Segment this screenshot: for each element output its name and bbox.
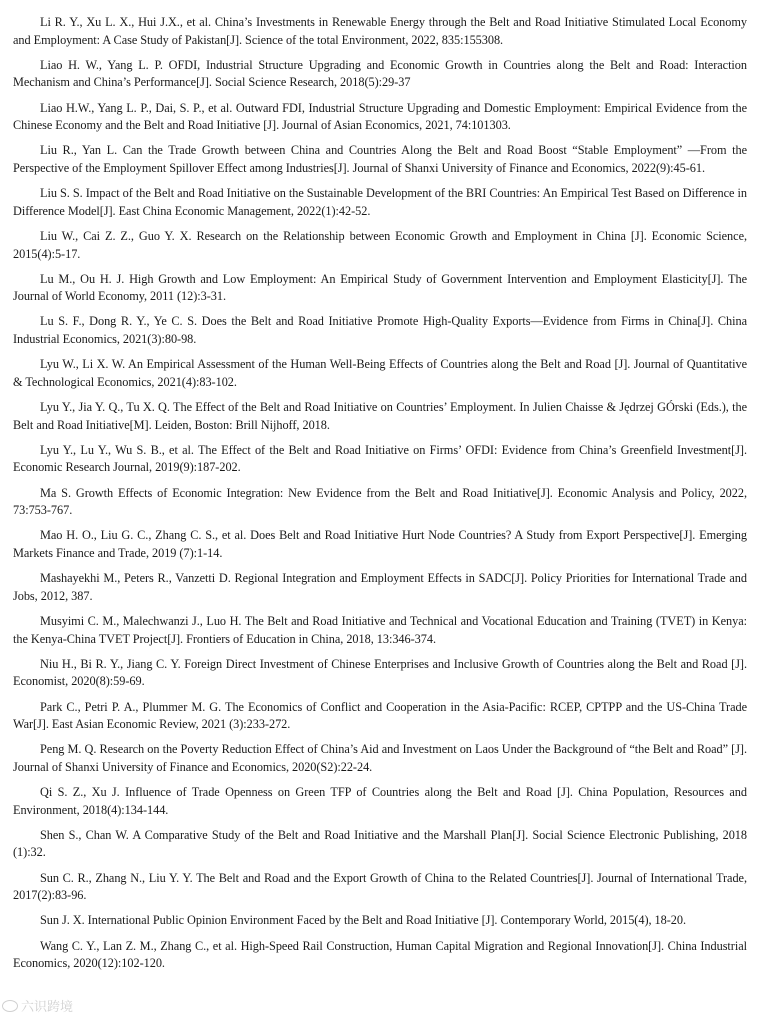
reference-entry: Liao H. W., Yang L. P. OFDI, Industrial Structure Upgrading and Economic Growth in Countries along the Belt and Road: Interaction Mechanism and China’s Performance[J]. Social Science Research, 2018(5):29-37	[13, 57, 747, 90]
reference-entry: Shen S., Chan W. A Comparative Study of the Belt and Road Initiative and the Marshall Plan[J]. Social Science Electronic Publishing, 2018 (1):32.	[13, 827, 747, 860]
reference-list	[13, 14, 747, 980]
reference-entry: Liao H.W., Yang L. P., Dai, S. P., et al. Outward FDI, Industrial Structure Upgrading and Domestic Employment: Empirical Evidence from the Chinese Economy and the Belt and Road Initiative [J]. Journal of Asian Economics, 2021, 74:101303.	[13, 100, 747, 133]
reference-entry: Lyu Y., Lu Y., Wu S. B., et al. The Effect of the Belt and Road Initiative on Firms’ OFDI: Evidence from China’s Greenfield Investment[J]. Economic Research Journal, 2019(9):187-202.	[13, 442, 747, 475]
reference-entry: Qi S. Z., Xu J. Influence of Trade Openness on Green TFP of Countries along the Belt and Road [J]. China Population, Resources and Environment, 2018(4):134-144.	[13, 785, 747, 817]
reference-entry: Liu S. S. Impact of the Belt and Road Initiative on the Sustainable Development of the BRI Countries: An Empirical Test Based on Difference in Difference Model[J]. East China Economic Management, 2022(1):42-52.	[13, 186, 747, 218]
reference-entry: Lyu Y., Jia Y. Q., Tu X. Q. The Effect of the Belt and Road Initiative on Countries’ Employment. In Julien Chaisse & Jędrzej GÓrski (Eds.), the Belt and Road Initiative[M]. Leiden, Boston: Brill Nijhoff, 2018.	[13, 400, 747, 432]
reference-entry: Niu H., Bi R. Y., Jiang C. Y. Foreign Direct Investment of Chinese Enterprises and Inclusive Growth of Countries along the Belt and Road [J]. Economist, 2020(8):59-69.	[13, 656, 747, 689]
reference-entry: Park C., Petri P. A., Plummer M. G. The Economics of Conflict and Cooperation in the Asia-Pacific: RCEP, CPTPP and the US-China Trade War[J]. East Asian Economic Review, 2021 (3):233-272.	[13, 699, 747, 732]
reference-entry: Lyu W., Li X. W. An Empirical Assessment of the Human Well-Being Effects of Countries along the Belt and Road [J]. Journal of Quantitative & Technological Economics, 2021(4):83-102.	[13, 357, 747, 389]
watermark	[2, 996, 73, 1015]
reference-entry: Ma S. Growth Effects of Economic Integration: New Evidence from the Belt and Road Initiative[J]. Economic Analysis and Policy, 2022, 73:753-767.	[13, 485, 747, 518]
reference-entry: Lu M., Ou H. J. High Growth and Low Employment: An Empirical Study of Government Intervention and Employment Elasticity[J]. The Journal of World Economy, 2011 (12):3-31.	[13, 271, 747, 304]
watermark-text: 六识跨境	[21, 1000, 74, 1015]
reference-entry: Liu R., Yan L. Can the Trade Growth between China and Countries Along the Belt and Road Boost “Stable Employment” —From the Perspective of the Employment Spillover Effect among Industries[J]. Journal of Shanxi University of Finance and Economics, 2022(9):45-61.	[13, 143, 747, 175]
reference-entry: Mao H. O., Liu G. C., Zhang C. S., et al. Does Belt and Road Initiative Hurt Node Countries? A Study from Export Perspective[J]. Emerging Markets Finance and Trade, 2019 (7):1-14.	[13, 528, 747, 560]
reference-entry: Lu S. F., Dong R. Y., Ye C. S. Does the Belt and Road Initiative Promote High-Quality Exports—Evidence from Firms in China[J]. China Industrial Economics, 2021(3):80-98.	[13, 314, 747, 347]
reference-entry: Li R. Y., Xu L. X., Hui J.X., et al. China’s Investments in Renewable Energy through the Belt and Road Initiative Stimulated Local Economy and Employment: A Case Study of Pakistan[J]. Science of the total Environment, 2022, 835:155308.	[13, 15, 747, 47]
reference-entry: Sun J. X. International Public Opinion Environment Faced by the Belt and Road Initiative [J]. Contemporary World, 2015(4), 18-20.	[40, 913, 687, 928]
reference-entry: Peng M. Q. Research on the Poverty Reduction Effect of China’s Aid and Investment on Laos Under the Background of “the Belt and Road” [J]. Journal of Shanxi University of Finance and Economics, 2020(S2):22-24.	[13, 742, 747, 774]
reference-entry: Wang C. Y., Lan Z. M., Zhang C., et al. High-Speed Rail Construction, Human Capital Migration and Regional Innovation[J]. China Industrial Economics, 2020(12):102-120.	[13, 938, 747, 971]
reference-entry: Liu W., Cai Z. Z., Guo Y. X. Research on the Relationship between Economic Growth and Employment in China [J]. Economic Science, 2015(4):5-17.	[13, 228, 747, 261]
reference-entry: Musyimi C. M., Malechwanzi J., Luo H. The Belt and Road Initiative and Technical and Vocational Education and Training (TVET) in Kenya: the Kenya-China TVET Project[J]. Frontiers of Education in China, 2018, 13:346-374.	[13, 613, 747, 646]
reference-entry: Mashayekhi M., Peters R., Vanzetti D. Regional Integration and Employment Effects in SADC[J]. Policy Priorities for International Trade and Jobs, 2012, 387.	[13, 571, 747, 603]
reference-entry: Sun C. R., Zhang N., Liu Y. Y. The Belt and Road and the Export Growth of China to the Related Countries[J]. Journal of International Trade, 2017(2):83-96.	[13, 870, 747, 903]
watermark-logo-icon	[2, 1000, 18, 1012]
